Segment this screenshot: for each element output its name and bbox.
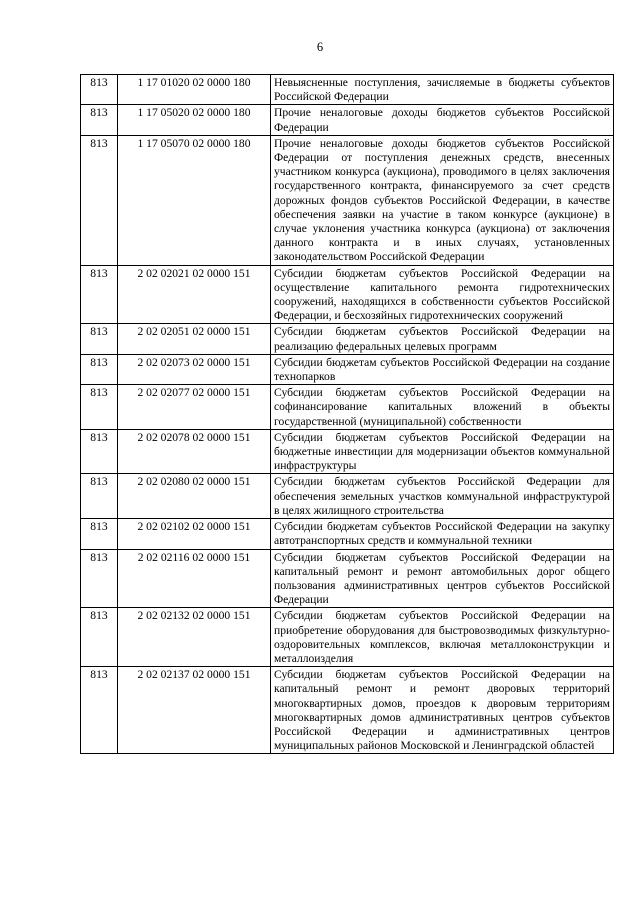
description-cell: Невыясненные поступления, зачисляемые в бюджеты субъектов Российской Федерации — [271, 75, 614, 105]
description-cell: Субсидии бюджетам субъектов Российской Федерации на софинансирование капитальных вложений в объекты государственной (муниципальной) собственности — [271, 385, 614, 430]
admin-code-cell: 813 — [81, 135, 118, 265]
budget-code-cell: 2 02 02077 02 0000 151 — [118, 385, 271, 430]
admin-code-cell: 813 — [81, 75, 118, 105]
admin-code-cell: 813 — [81, 474, 118, 519]
budget-code-cell: 2 02 02116 02 0000 151 — [118, 549, 271, 608]
table-row — [81, 75, 614, 105]
budget-code-cell: 2 02 02137 02 0000 151 — [118, 667, 271, 754]
budget-code-cell: 2 02 02078 02 0000 151 — [118, 429, 271, 474]
description-cell: Субсидии бюджетам субъектов Российской Федерации на бюджетные инвестиции для модернизации объектов коммунальной инфраструктуры — [271, 429, 614, 474]
page-number: 6 — [316, 40, 324, 54]
admin-code-cell: 813 — [81, 105, 118, 135]
table-row — [81, 265, 614, 324]
description-cell: Прочие неналоговые доходы бюджетов субъектов Российской Федерации — [271, 105, 614, 135]
budget-code-cell: 2 02 02021 02 0000 151 — [118, 265, 271, 324]
admin-code-cell: 813 — [81, 429, 118, 474]
table-row — [81, 549, 614, 608]
description-cell: Субсидии бюджетам субъектов Российской Федерации на приобретение оборудования для быстровозводимых физкультурно-оздоровительных комплексов, включая металлоконструкции и металлоизделия — [271, 608, 614, 667]
table-row — [81, 608, 614, 667]
budget-code-cell: 1 17 05070 02 0000 180 — [118, 135, 271, 265]
budget-code-cell: 2 02 02132 02 0000 151 — [118, 608, 271, 667]
description-cell: Прочие неналоговые доходы бюджетов субъектов Российской Федерации от поступления денежных средств, внесенных участником конкурса (аукциона), проводимого в целях заключения государственного контракта, финансируемого за счет средств дорожных фондов субъектов Российской Федерации, в качестве обеспечения заявки на участие в таком конкурсе (аукционе) в случае уклонения участника конкурса (аукциона) от заключения данного контракта и в иных случаях, установленных законодательством Российской Федерации — [271, 135, 614, 265]
table-row — [81, 135, 614, 265]
table-row — [81, 105, 614, 135]
admin-code-cell: 813 — [81, 354, 118, 384]
description-cell: Субсидии бюджетам субъектов Российской Федерации для обеспечения земельных участков коммунальной инфраструктурой в целях жилищного строительства — [271, 474, 614, 519]
table-row — [81, 385, 614, 430]
admin-code-cell: 813 — [81, 385, 118, 430]
table-row — [81, 354, 614, 384]
admin-code-cell: 813 — [81, 608, 118, 667]
admin-code-cell: 813 — [81, 667, 118, 754]
table-row — [81, 474, 614, 519]
description-cell: Субсидии бюджетам субъектов Российской Федерации на создание технопарков — [271, 354, 614, 384]
budget-code-cell: 1 17 05020 02 0000 180 — [118, 105, 271, 135]
table-row — [81, 429, 614, 474]
budget-code-cell: 2 02 02051 02 0000 151 — [118, 324, 271, 354]
budget-code-cell: 2 02 02073 02 0000 151 — [118, 354, 271, 384]
admin-code-cell: 813 — [81, 324, 118, 354]
description-cell: Субсидии бюджетам субъектов Российской Федерации на закупку автотранспортных средств и коммунальной техники — [271, 519, 614, 549]
table-row — [81, 519, 614, 549]
description-cell: Субсидии бюджетам субъектов Российской Федерации на капитальный ремонт и ремонт дворовых территорий многоквартирных домов, проездов к дворовым территориям многоквартирных домов административных центров субъектов Российской Федерации и административных центров муниципальных районов Московской и Ленинградской областей — [271, 667, 614, 754]
description-cell: Субсидии бюджетам субъектов Российской Федерации на капитальный ремонт и ремонт автомобильных дорог общего пользования административных центров субъектов Российской Федерации — [271, 549, 614, 608]
table-row — [81, 324, 614, 354]
budget-codes-table — [80, 74, 614, 754]
budget-code-cell: 2 02 02080 02 0000 151 — [118, 474, 271, 519]
budget-code-cell: 2 02 02102 02 0000 151 — [118, 519, 271, 549]
admin-code-cell: 813 — [81, 549, 118, 608]
admin-code-cell: 813 — [81, 265, 118, 324]
admin-code-cell: 813 — [81, 519, 118, 549]
description-cell: Субсидии бюджетам субъектов Российской Федерации на осуществление капитального ремонта гидротехнических сооружений, находящихся в собственности субъектов Российской Федерации, и бесхозяйных гидротехнических сооружений — [271, 265, 614, 324]
table-row — [81, 667, 614, 754]
budget-code-cell: 1 17 01020 02 0000 180 — [118, 75, 271, 105]
description-cell: Субсидии бюджетам субъектов Российской Федерации на реализацию федеральных целевых программ — [271, 324, 614, 354]
